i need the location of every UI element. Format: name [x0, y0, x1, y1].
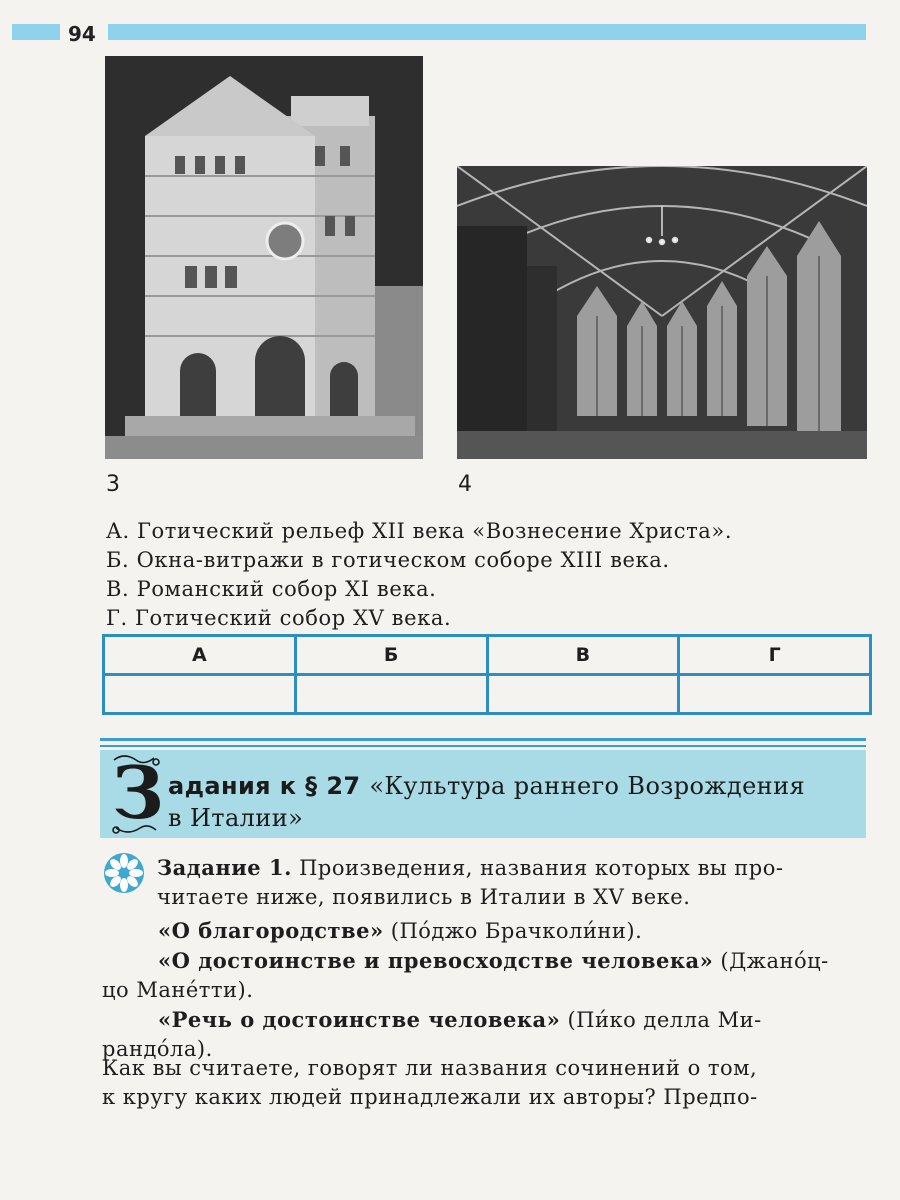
- works-list: [102, 916, 866, 1064]
- section-divider-top: [100, 738, 866, 741]
- work-author-continued: рандо́ла).: [102, 1037, 213, 1061]
- task-flower-icon: [103, 852, 145, 894]
- option-g: Г. Готический собор XV века.: [106, 606, 452, 630]
- section-divider-bottom: [100, 745, 866, 747]
- work-title: «О благородстве»: [158, 918, 384, 943]
- answer-header-v: В: [487, 636, 679, 675]
- work-title: «О достоинстве и превосходстве человека»: [158, 948, 714, 973]
- answer-table-header-row: [104, 636, 871, 675]
- answer-cell-v[interactable]: [487, 675, 679, 714]
- photo-3-label: 3: [106, 472, 120, 497]
- section-title: [168, 770, 868, 834]
- answer-header-b: Б: [295, 636, 487, 675]
- photo-4-label: 4: [458, 472, 472, 497]
- answer-cell-a[interactable]: [104, 675, 296, 714]
- task1-question: [102, 1054, 866, 1112]
- options-list: [106, 517, 866, 633]
- work-item: [102, 1005, 866, 1035]
- work-author: (Джано́ц-: [720, 949, 829, 973]
- section-title-topic-line2: в Италии»: [168, 804, 304, 832]
- task1-label: Задание 1.: [157, 855, 292, 880]
- option-a: А. Готический рельеф XII века «Вознесение Христа».: [106, 519, 733, 543]
- answer-table: [102, 634, 872, 715]
- option-b: Б. Окна-витражи в готическом соборе XIII века.: [106, 548, 670, 572]
- option-v: В. Романский собор XI века.: [106, 577, 437, 601]
- ornamental-drop-cap-icon: [108, 752, 164, 836]
- answer-cell-g[interactable]: [679, 675, 871, 714]
- page-number: 94: [68, 22, 96, 46]
- work-item: [102, 946, 866, 976]
- header-band-left: [12, 24, 60, 40]
- work-author-continued: цо Мане́тти).: [102, 978, 254, 1002]
- task1-intro-line1: Произведения, названия которых вы про-: [299, 856, 784, 880]
- cathedral-facade-photo: [105, 56, 423, 459]
- work-author: (Пи́ко делла Ми-: [567, 1008, 762, 1032]
- work-title: «Речь о достоинстве человека»: [158, 1007, 561, 1032]
- answer-table-input-row: [104, 675, 871, 714]
- question-line2: к кругу каких людей принадлежали их авторы? Предпо-: [102, 1085, 758, 1109]
- task1-intro-line2: читаете ниже, появились в Италии в XV веке.: [157, 885, 691, 909]
- work-item: [102, 916, 866, 946]
- answer-header-g: Г: [679, 636, 871, 675]
- task1-intro: [157, 853, 866, 912]
- drop-cap-letter: З: [112, 752, 164, 835]
- answer-header-a: А: [104, 636, 296, 675]
- work-author: (По́джо Брачколи́ни).: [390, 919, 643, 943]
- gothic-interior-photo: [457, 166, 867, 459]
- section-title-topic-line1: «Культура раннего Возрождения: [369, 772, 806, 800]
- section-title-bold: адания к § 27: [168, 772, 361, 800]
- question-line1: Как вы считаете, говорят ли названия сочинений о том,: [102, 1056, 758, 1080]
- header-band-right: [108, 24, 866, 40]
- answer-cell-b[interactable]: [295, 675, 487, 714]
